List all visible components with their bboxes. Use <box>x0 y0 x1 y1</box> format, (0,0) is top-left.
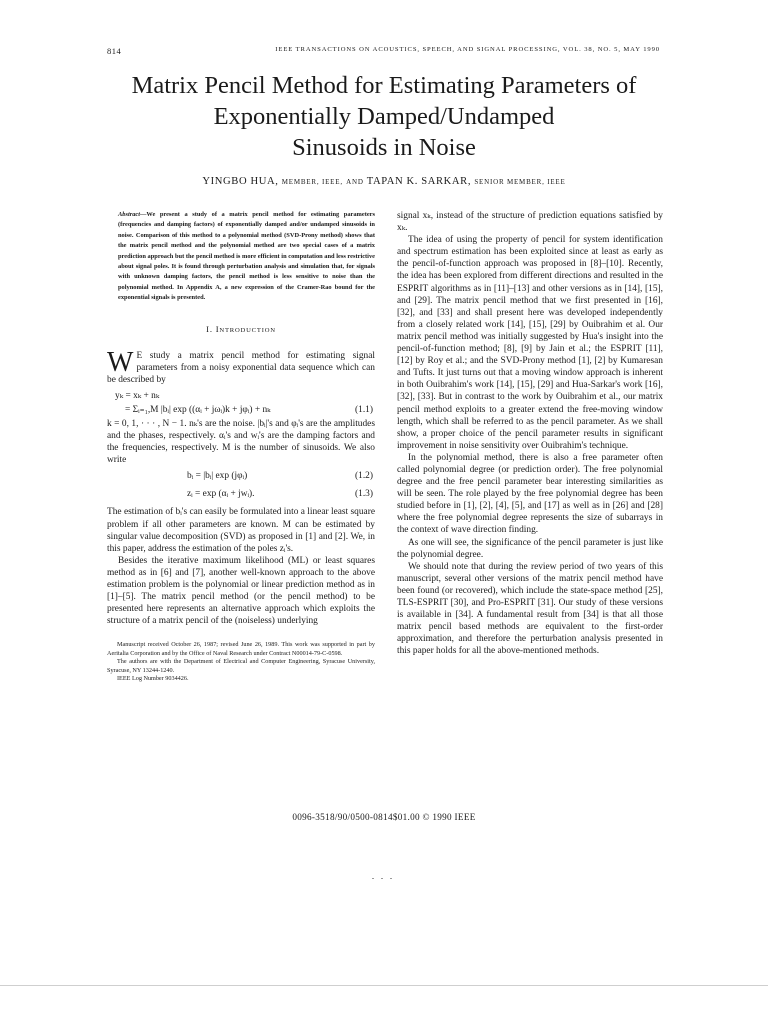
equation-1-1-number: (1.1) <box>355 405 373 416</box>
author-2-grade: SENIOR MEMBER, IEEE <box>474 178 566 186</box>
equation-1-1-line-1 <box>107 390 375 404</box>
section-heading-introduction <box>107 323 375 337</box>
author-1-grade: MEMBER, IEEE, <box>281 178 343 186</box>
section-number: I. <box>206 323 213 334</box>
title-line-3: Sinusoids in Noise <box>292 134 476 161</box>
section-title-rest: NTRODUCTION <box>219 326 276 334</box>
intro-paragraph-4: Besides the iterative maximum likelihood (ML) or least squares method as in [6] and [7], another well-known approach to the above estimation problem is the polynomial or linear prediction method as in [1]–[5]. The matrix pencil method (or the pencil method) to be presented here represents an alternative approach which exploits the structure of a matrix pencil of the (noiseless) underlying <box>107 555 375 627</box>
page-number: 814 <box>107 46 122 56</box>
footnote <box>107 641 375 683</box>
title-line-2: Exponentially Damped/Undamped <box>213 103 555 130</box>
page-edge-line <box>0 985 768 986</box>
left-column <box>107 210 375 683</box>
paper-title <box>90 70 678 163</box>
intro-paragraph-2: k = 0, 1, · · · , N − 1. nₖ's are the noise. |bᵢ|'s and φᵢ's are the amplitudes and the phases, respectively. αᵢ's and wᵢ's are the damping factors and the frequencies, respectively. M is the number of sinusoids. We also write <box>107 419 375 466</box>
author-conjunction: AND <box>346 178 364 186</box>
equation-1-3 <box>107 488 375 502</box>
author-1: YINGBO HUA, <box>202 176 279 187</box>
section-title-initial: I <box>215 323 220 334</box>
scan-speck <box>372 878 396 880</box>
journal-header: IEEE TRANSACTIONS ON ACOUSTICS, SPEECH, AND SIGNAL PROCESSING, VOL. 38, NO. 5, MAY 1990 <box>275 46 660 53</box>
abstract <box>118 210 375 304</box>
right-paragraph-4: As one will see, the significance of the pencil parameter is just like the polynomial degree. <box>397 537 663 560</box>
right-paragraph-3: In the polynomial method, there is also a free parameter often called polynomial degree (or prediction order). The free polynomial degree and the free pencil parameter bear interesting similarities as will be seen. The role played by the free polynomial degree has been studied before in [1], [2], [4], [5], and [17] as well as in [26] and [28] where the free polynomial degree represents the size of subarrays in the context of wave direction finding. <box>397 452 663 536</box>
right-paragraph-2: The idea of using the property of pencil for system identification and spectrum estimation has been exploited since at least as early as the pencil-of-function approach was proposed in [8]–[10]. Recently, the idea has been explored from different directions and resulted in the ESPRIT algorithms as in [11]–[13] and other versions as in [14], [15], and [29]. The matrix pencil method that we first presented in [16], [32], and [33] and shall present here was developed independently from a closely related work [14], [15], [29] by Ouibrahim et al. Our matrix pencil method was initially suggested by Hua's insight into the pencil-of-function method; [8], [9] by Jain et al.; the ESPRIT [11], [12] by Roy et al.; and the SVD-Prony method [1], [2] by Kumaresan and Tufts. It just turns out that a moving window approach is inherent in both Ouibrahim's work [14], [15], [29] and Hua-Sarkar's work [16], [32], [33]. But in contrast to the work by Ouibrahim et al., our matrix pencil method exploits to a greater extend the free-moving window length, which shall be referred to as the pencil parameter. As we shall show, a proper choice of the pencil parameter results in significant improvement in noise sensitivity over Ouibrahim's technique. <box>397 235 663 451</box>
author-line <box>100 176 668 187</box>
equation-1-1-a: yₖ = xₖ + nₖ <box>115 391 160 402</box>
equation-1-2-body: bᵢ = |bᵢ| exp (jφᵢ) <box>187 471 248 482</box>
right-column <box>397 210 663 657</box>
footnote-manuscript: Manuscript received October 26, 1987; revised June 26, 1989. This work was supported in part by Aeritalia Corporation and by the Office of Naval Research under Contract N00014-79-C-0598. <box>107 641 375 657</box>
title-line-1: Matrix Pencil Method for Estimating Parameters of <box>131 72 637 99</box>
intro-paragraph-3: The estimation of bᵢ's can easily be formulated into a linear least square problem if all other parameters are known. M can be estimated by singular value decomposition (SVD) as proposed in [1] and [2]. We, in this paper, address the estimation of the poles zᵢ's. <box>107 507 375 554</box>
intro-paragraph-1 <box>107 346 375 386</box>
equation-1-3-number: (1.3) <box>355 489 373 500</box>
equation-1-1-line-2 <box>107 404 375 418</box>
intro-paragraph-1-text: E study a matrix pencil method for estimating signal parameters from a noisy exponential data sequence which can be described by <box>107 350 375 385</box>
copyright-line: 0096-3518/90/0500-0814$01.00 © 1990 IEEE <box>292 812 476 822</box>
right-paragraph-5: We should note that during the review period of two years of this manuscript, several other versions of the matrix pencil method have been found (or recovered), which include the state-space method [25], TLS-ESPRIT [30], and Pro-ESPRIT [31]. Our study of these versions is available in [34]. A fundamental result from [34] is that all those matrix pencil based methods are equivalent to the first-order approximation, and therefore the perturbation analysis presented in this paper holds for all the above-mentioned methods. <box>397 561 663 657</box>
abstract-label: Abstract <box>118 211 141 218</box>
equation-1-3-body: zᵢ = exp (αᵢ + jwᵢ). <box>187 489 255 500</box>
equation-1-2-number: (1.2) <box>355 471 373 482</box>
running-header <box>107 46 660 60</box>
equation-1-1-b: = Σᵢ₌₁,M |bᵢ| exp ((αᵢ + jωᵢ)k + jφᵢ) + nₖ <box>125 405 271 416</box>
author-2: TAPAN K. SARKAR, <box>366 176 472 187</box>
abstract-text: —We present a study of a matrix pencil method for estimating parameters (frequencies and damping factors) of exponentially damped and/or undamped sinusoids in noise. Comparison of this method to a polynomial method (SVD-Prony method) shows that the matrix pencil method and the polynomial method are two special cases of a matrix prediction approach but the pencil method is more efficient in computation and less restrictive about signal poles. It is found through perturbation analysis and simulation that, for signals with unknown damping factors, the pencil method is less sensitive to noise than the polynomial method. In Appendix A, a new expression of the Cramer-Rao bound for the exponential signals is presented. <box>118 211 375 302</box>
right-paragraph-1: signal xₖ, instead of the structure of prediction equations satisfied by xₖ. <box>397 211 663 234</box>
dropcap-letter: W <box>107 346 134 378</box>
equation-1-2 <box>107 470 375 484</box>
footnote-affiliation: The authors are with the Department of Electrical and Computer Engineering, Syracuse University, Syracuse, NY 13244-1240. <box>107 658 375 674</box>
footnote-log-number: IEEE Log Number 9034426. <box>117 674 189 682</box>
